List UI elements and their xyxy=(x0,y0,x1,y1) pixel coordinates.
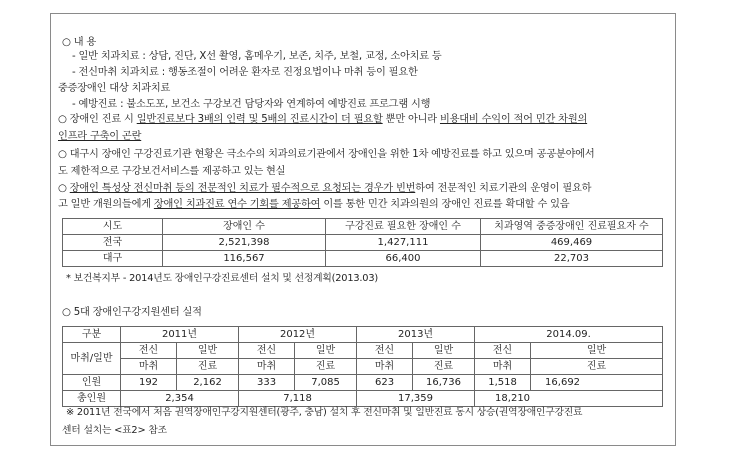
paragraph-daegu-status-cont: 도 제한적으로 구강보건서비스를 제공하고 있는 현실 xyxy=(58,166,286,177)
year-header: 2012년 xyxy=(239,327,357,343)
table-cell: 623 xyxy=(357,375,413,391)
sub-header-anesthesia: 전신 xyxy=(239,343,295,359)
table-subheader-row xyxy=(63,343,663,359)
sub-header-anesthesia: 마취 xyxy=(357,359,413,375)
table-header-cell: 구강진료 필요한 장애인 수 xyxy=(326,219,481,235)
footnote-line-2: 센터 설치는 <표2> 참조 xyxy=(62,425,167,436)
section-heading: ○ 5대 장애인구강지원센터 실적 xyxy=(62,307,202,318)
table-header-row xyxy=(63,219,663,235)
sub-header-general: 진료 xyxy=(531,359,663,375)
footnote-line-1: ※ 2011년 전국에서 처음 권역장애인구강지원센터(광주, 충남) 설치 후 전신마취 및 일반진료 동시 상승(권역장애인구강진료 xyxy=(66,407,583,418)
anesthesia-treatment-item: - 전신마취 치과치료 : 행동조절이 어려운 환자로 진정요법이나 마취 등이 필요한 xyxy=(72,67,418,78)
table-cell: 16,736 xyxy=(413,375,475,391)
table-header-cell: 시도 xyxy=(63,219,163,235)
sub-header-general: 일반 xyxy=(531,343,663,359)
table-cell: 66,400 xyxy=(326,251,481,267)
source-note: * 보건복지부 - 2014년도 장애인구강진료센터 설치 및 선정계획(2013.03) xyxy=(66,273,378,284)
sub-header-general: 일반 xyxy=(295,343,357,359)
content-heading: ○ 내 용 xyxy=(62,37,97,48)
preventive-treatment-item: - 예방진료 : 불소도포, 보건소 구강보건 담당자와 연계하여 예방진료 프로그램 시행 xyxy=(72,99,431,110)
year-header: 2014.09. xyxy=(475,327,663,343)
corner-bottom-cell: 마취/일반 xyxy=(63,343,121,375)
table-cell: 대구 xyxy=(63,251,163,267)
paragraph-staffing-cont: 인프라 구축이 곤란 xyxy=(58,131,142,142)
anesthesia-treatment-item-cont: 중증장애인 대상 치과치료 xyxy=(58,83,171,94)
paragraph-specialized xyxy=(58,182,591,196)
paragraph-specialized-b: 장애인 특성상 전신마취 등의 전문적인 치료가 필수적으로 요청되는 경우가 빈번 xyxy=(69,183,416,194)
table-total-row xyxy=(63,391,663,407)
paragraph-staffing-d: 비용대비 수익이 적어 민간 차원의 xyxy=(439,114,588,125)
table-header-row xyxy=(63,327,663,343)
table-row xyxy=(63,235,663,251)
total-cell: 7,118 xyxy=(239,391,357,407)
table-cell: 2,162 xyxy=(177,375,239,391)
sub-header-general: 일반 xyxy=(413,343,475,359)
total-cell: 2,354 xyxy=(121,391,239,407)
sub-header-general: 진료 xyxy=(177,359,239,375)
table-cell: 192 xyxy=(121,375,177,391)
table-cell: 333 xyxy=(239,375,295,391)
paragraph-staffing-c: 뿐만 아니라 xyxy=(382,114,440,125)
row-label: 인원 xyxy=(63,375,121,391)
paragraph-specialized-e: 장애인 치과진료 연수 기회를 제공하여 xyxy=(153,199,321,210)
sub-header-anesthesia: 전신 xyxy=(475,343,531,359)
disabled-population-table xyxy=(62,218,663,267)
general-treatment-item: - 일반 치과치료 : 상담, 진단, X선 촬영, 홈메우기, 보존, 치주, 보철, 교정, 소아치료 등 xyxy=(72,51,442,62)
table-cell: 1,427,111 xyxy=(326,235,481,251)
total-cell: 17,359 xyxy=(357,391,475,407)
table-header-cell: 치과영역 중증장애인 진료필요자 수 xyxy=(481,219,663,235)
corner-top-cell: 구분 xyxy=(63,327,121,343)
table-row xyxy=(63,251,663,267)
paragraph-daegu-status: ○ 대구시 장애인 구강진료기관 현황은 극소수의 치과의료기관에서 장애인을 위한 1차 예방진료를 하고 있으며 공공분야에서 xyxy=(58,149,595,160)
paragraph-staffing-b: 일반진료보다 3배의 인력 및 5배의 진료시간이 더 필요할 xyxy=(136,114,383,125)
paragraph-specialized-cont xyxy=(58,198,569,212)
table-header-cell: 장애인 수 xyxy=(163,219,326,235)
table-cell: 7,085 xyxy=(295,375,357,391)
table-row xyxy=(63,375,663,391)
sub-header-general: 일반 xyxy=(177,343,239,359)
table-subheader-row xyxy=(63,359,663,375)
sub-header-anesthesia: 마취 xyxy=(121,359,177,375)
table-cell: 전국 xyxy=(63,235,163,251)
sub-header-anesthesia: 마취 xyxy=(475,359,531,375)
year-header: 2011년 xyxy=(121,327,239,343)
paragraph-staffing-a: ○ 장애인 진료 시 xyxy=(58,114,137,125)
row-label: 총인원 xyxy=(63,391,121,407)
sub-header-anesthesia: 전신 xyxy=(357,343,413,359)
table-cell: 16,692 xyxy=(531,375,663,391)
paragraph-specialized-a: ○ xyxy=(58,183,70,194)
table-cell: 116,567 xyxy=(163,251,326,267)
center-performance-table xyxy=(62,326,663,407)
paragraph-staffing xyxy=(58,113,587,127)
sub-header-anesthesia: 전신 xyxy=(121,343,177,359)
table-cell: 1,518 xyxy=(475,375,531,391)
paragraph-specialized-d: 고 일반 개원의들에게 xyxy=(58,199,154,210)
sub-header-general: 진료 xyxy=(413,359,475,375)
sub-header-general: 진료 xyxy=(295,359,357,375)
total-cell: 18,210 xyxy=(475,391,663,407)
table-cell: 2,521,398 xyxy=(163,235,326,251)
paragraph-specialized-f: 이를 통한 민간 치과의원의 장애인 진료를 확대할 수 있음 xyxy=(320,199,570,210)
sub-header-anesthesia: 마취 xyxy=(239,359,295,375)
table-cell: 469,469 xyxy=(481,235,663,251)
table-cell: 22,703 xyxy=(481,251,663,267)
year-header: 2013년 xyxy=(357,327,475,343)
paragraph-specialized-c: 하여 전문적인 치료기관의 운영이 필요하 xyxy=(415,183,592,194)
